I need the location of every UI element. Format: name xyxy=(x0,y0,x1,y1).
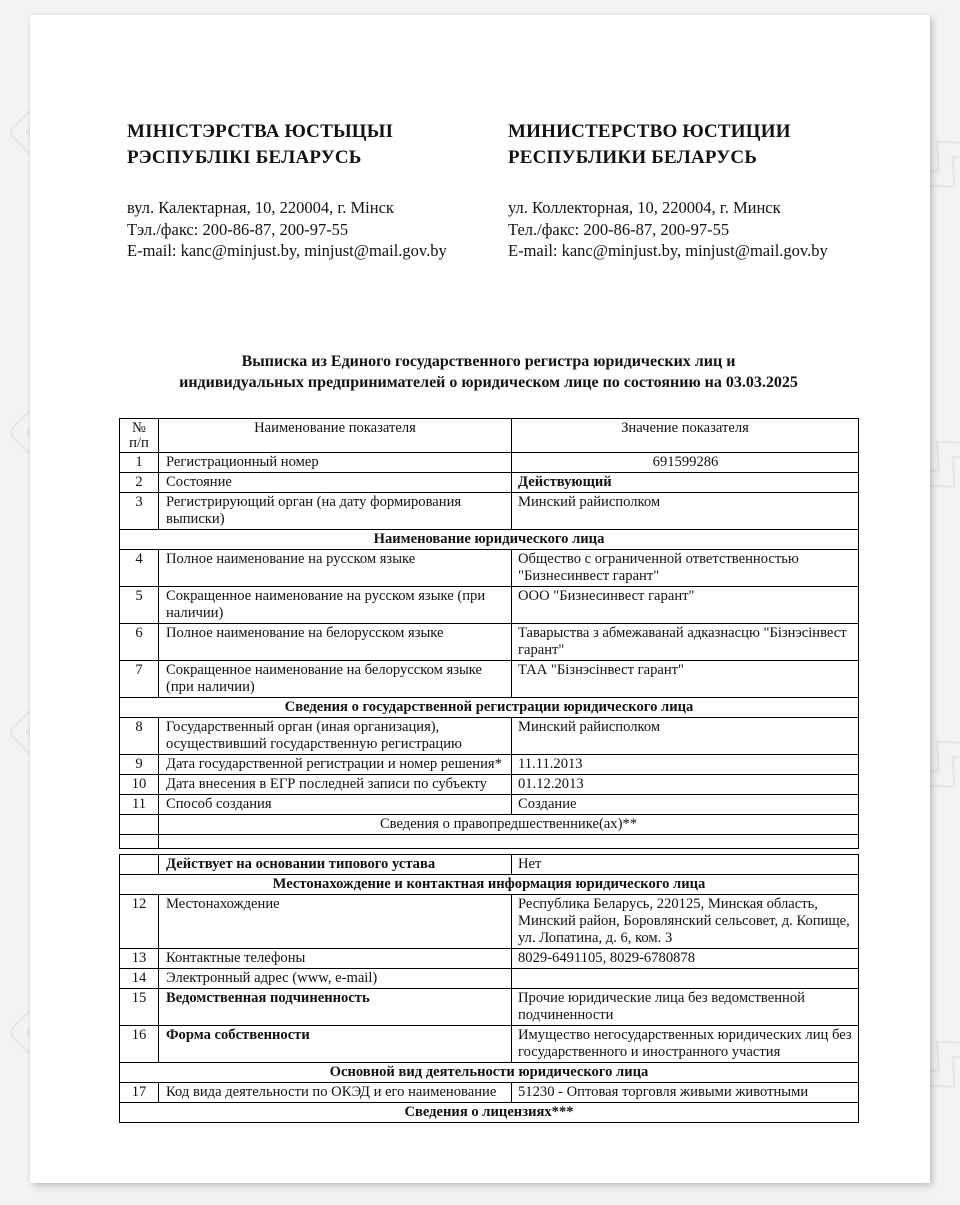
row-value: Общество с ограниченной ответственностью "Бизнесинвест гарант" xyxy=(512,550,859,587)
row-label: Способ создания xyxy=(159,795,512,815)
table-row xyxy=(120,473,859,493)
row-number: 1 xyxy=(120,453,159,473)
row-number: 7 xyxy=(120,661,159,698)
org-block-russian xyxy=(508,119,828,262)
row-label: Электронный адрес (www, e-mail) xyxy=(159,969,512,989)
row-label: Полное наименование на белорусском языке xyxy=(159,624,512,661)
table-row xyxy=(120,1083,859,1103)
document-title-line: Выписка из Единого государственного регистра юридических лиц и xyxy=(241,353,736,370)
row-value: ООО "Бизнесинвест гарант" xyxy=(512,587,859,624)
row-label: Код вида деятельности по ОКЭД и его наименование xyxy=(159,1083,512,1103)
table-row xyxy=(120,550,859,587)
document-title xyxy=(119,351,858,393)
section-header: Основной вид деятельности юридического лица xyxy=(120,1063,859,1083)
section-row xyxy=(120,530,859,550)
document-page xyxy=(30,15,930,1183)
table-row xyxy=(120,775,859,795)
org-name-line: МИНИСТЕРСТВО ЮСТИЦИИ xyxy=(508,121,791,142)
row-value: Прочие юридические лица без ведомственной подчиненности xyxy=(512,989,859,1026)
org-email: E-mail: kanc@minjust.by, minjust@mail.gov.by xyxy=(127,241,447,260)
table-row xyxy=(120,795,859,815)
column-header-num-line: № xyxy=(132,420,146,436)
column-header-num-line: п/п xyxy=(129,435,149,451)
org-contacts-russian xyxy=(508,197,828,262)
row-value: 51230 - Оптовая торговля живыми животными xyxy=(512,1083,859,1103)
row-label: Государственный орган (иная организация), осуществивший государственную регистрацию xyxy=(159,718,512,755)
section-header: Сведения о лицензиях*** xyxy=(120,1103,859,1123)
row-label: Дата внесения в ЕГР последней записи по субъекту xyxy=(159,775,512,795)
row-value: Создание xyxy=(512,795,859,815)
section-row xyxy=(120,875,859,895)
row-value: 11.11.2013 xyxy=(512,755,859,775)
row-value: Минский райисполком xyxy=(512,718,859,755)
table-row xyxy=(120,718,859,755)
table-row xyxy=(120,969,859,989)
table-row xyxy=(120,949,859,969)
row-label: Дата государственной регистрации и номер решения* xyxy=(159,755,512,775)
row-label: Состояние xyxy=(159,473,512,493)
row-number: 11 xyxy=(120,795,159,815)
row-label: Регистрирующий орган (на дату формирования выписки) xyxy=(159,493,512,530)
letterhead xyxy=(119,119,858,265)
column-header-row xyxy=(120,419,859,453)
org-email: E-mail: kanc@minjust.by, minjust@mail.gov.by xyxy=(508,241,828,260)
row-label: Местонахождение xyxy=(159,895,512,949)
row-number: 14 xyxy=(120,969,159,989)
row-number: 13 xyxy=(120,949,159,969)
table-row xyxy=(120,855,859,875)
row-value: 01.12.2013 xyxy=(512,775,859,795)
subsection-row xyxy=(120,815,859,835)
table-row xyxy=(120,587,859,624)
row-number xyxy=(120,815,159,835)
row-value: 691599286 xyxy=(512,453,859,473)
table-row xyxy=(120,453,859,473)
org-name-belarusian xyxy=(127,119,447,171)
column-header-value: Значение показателя xyxy=(512,419,859,453)
row-label: Полное наименование на русском языке xyxy=(159,550,512,587)
org-phone: Тэл./факс: 200-86-87, 200-97-55 xyxy=(127,219,349,239)
row-number: 5 xyxy=(120,587,159,624)
row-value: 8029-6491105, 8029-6780878 xyxy=(512,949,859,969)
org-name-russian xyxy=(508,119,828,171)
row-value: Имущество негосударственных юридических лиц без государственного и иностранного участия xyxy=(512,1026,859,1063)
row-value: Минский райисполком xyxy=(512,493,859,530)
column-header-name: Наименование показателя xyxy=(159,419,512,453)
row-label: Контактные телефоны xyxy=(159,949,512,969)
row-number: 2 xyxy=(120,473,159,493)
section-row xyxy=(120,1063,859,1083)
row-number: 9 xyxy=(120,755,159,775)
row-number: 3 xyxy=(120,493,159,530)
row-number: 4 xyxy=(120,550,159,587)
table-row xyxy=(120,493,859,530)
row-value: Таварыства з абмежаванай адказнасцю "Бізнэсінвест гарант" xyxy=(512,624,859,661)
table-row xyxy=(120,989,859,1026)
org-name-line: РЕСПУБЛИКИ БЕЛАРУСЬ xyxy=(508,147,758,168)
register-table xyxy=(119,418,859,1123)
row-value: ТАА "Бізнэсінвест гарант" xyxy=(512,661,859,698)
row-label: Сокращенное наименование на русском языке (при наличии) xyxy=(159,587,512,624)
table-row xyxy=(120,661,859,698)
section-header: Сведения о государственной регистрации юридического лица xyxy=(120,698,859,718)
row-number: 8 xyxy=(120,718,159,755)
row-label: Регистрационный номер xyxy=(159,453,512,473)
column-header-num xyxy=(120,419,159,453)
org-name-line: РЭСПУБЛІКІ БЕЛАРУСЬ xyxy=(127,147,362,168)
section-header: Наименование юридического лица xyxy=(120,530,859,550)
subsection-header: Сведения о правопредшественнике(ах)** xyxy=(159,815,859,835)
table-row xyxy=(120,895,859,949)
row-value: Нет xyxy=(512,855,859,875)
row-value: Действующий xyxy=(512,473,859,493)
org-address: ул. Коллекторная, 10, 220004, г. Минск xyxy=(508,198,781,217)
org-block-belarusian xyxy=(127,119,447,262)
row-number: 16 xyxy=(120,1026,159,1063)
row-number: 10 xyxy=(120,775,159,795)
table-row xyxy=(120,1026,859,1063)
row-number: 12 xyxy=(120,895,159,949)
row-label: Ведомственная подчиненность xyxy=(159,989,512,1026)
row-label: Действует на основании типового устава xyxy=(159,855,512,875)
org-contacts-belarusian xyxy=(127,197,447,262)
org-address: вул. Калектарная, 10, 220004, г. Мінск xyxy=(127,198,394,217)
row-number: 6 xyxy=(120,624,159,661)
row-value: Республика Беларусь, 220125, Минская область, Минский район, Боровлянский сельсовет, д. Копище, ул. Лопатина, д. 6, ком. 3 xyxy=(512,895,859,949)
table-row xyxy=(120,624,859,661)
empty-number-cell xyxy=(120,835,159,849)
row-number: 17 xyxy=(120,1083,159,1103)
row-label: Форма собственности xyxy=(159,1026,512,1063)
section-row xyxy=(120,1103,859,1123)
row-number xyxy=(120,855,159,875)
empty-row xyxy=(120,835,859,849)
org-phone: Тел./факс: 200-86-87, 200-97-55 xyxy=(508,219,730,239)
empty-cell xyxy=(159,835,859,849)
section-header: Местонахождение и контактная информация юридического лица xyxy=(120,875,859,895)
row-number: 15 xyxy=(120,989,159,1026)
section-row xyxy=(120,698,859,718)
table-row xyxy=(120,755,859,775)
row-value xyxy=(512,969,859,989)
document-title-line: индивидуальных предпринимателей о юридическом лице по состоянию на 03.03.2025 xyxy=(179,374,798,391)
org-name-line: МІНІСТЭРСТВА ЮСТЫЦЫІ xyxy=(127,121,394,142)
row-label: Сокращенное наименование на белорусском языке (при наличии) xyxy=(159,661,512,698)
